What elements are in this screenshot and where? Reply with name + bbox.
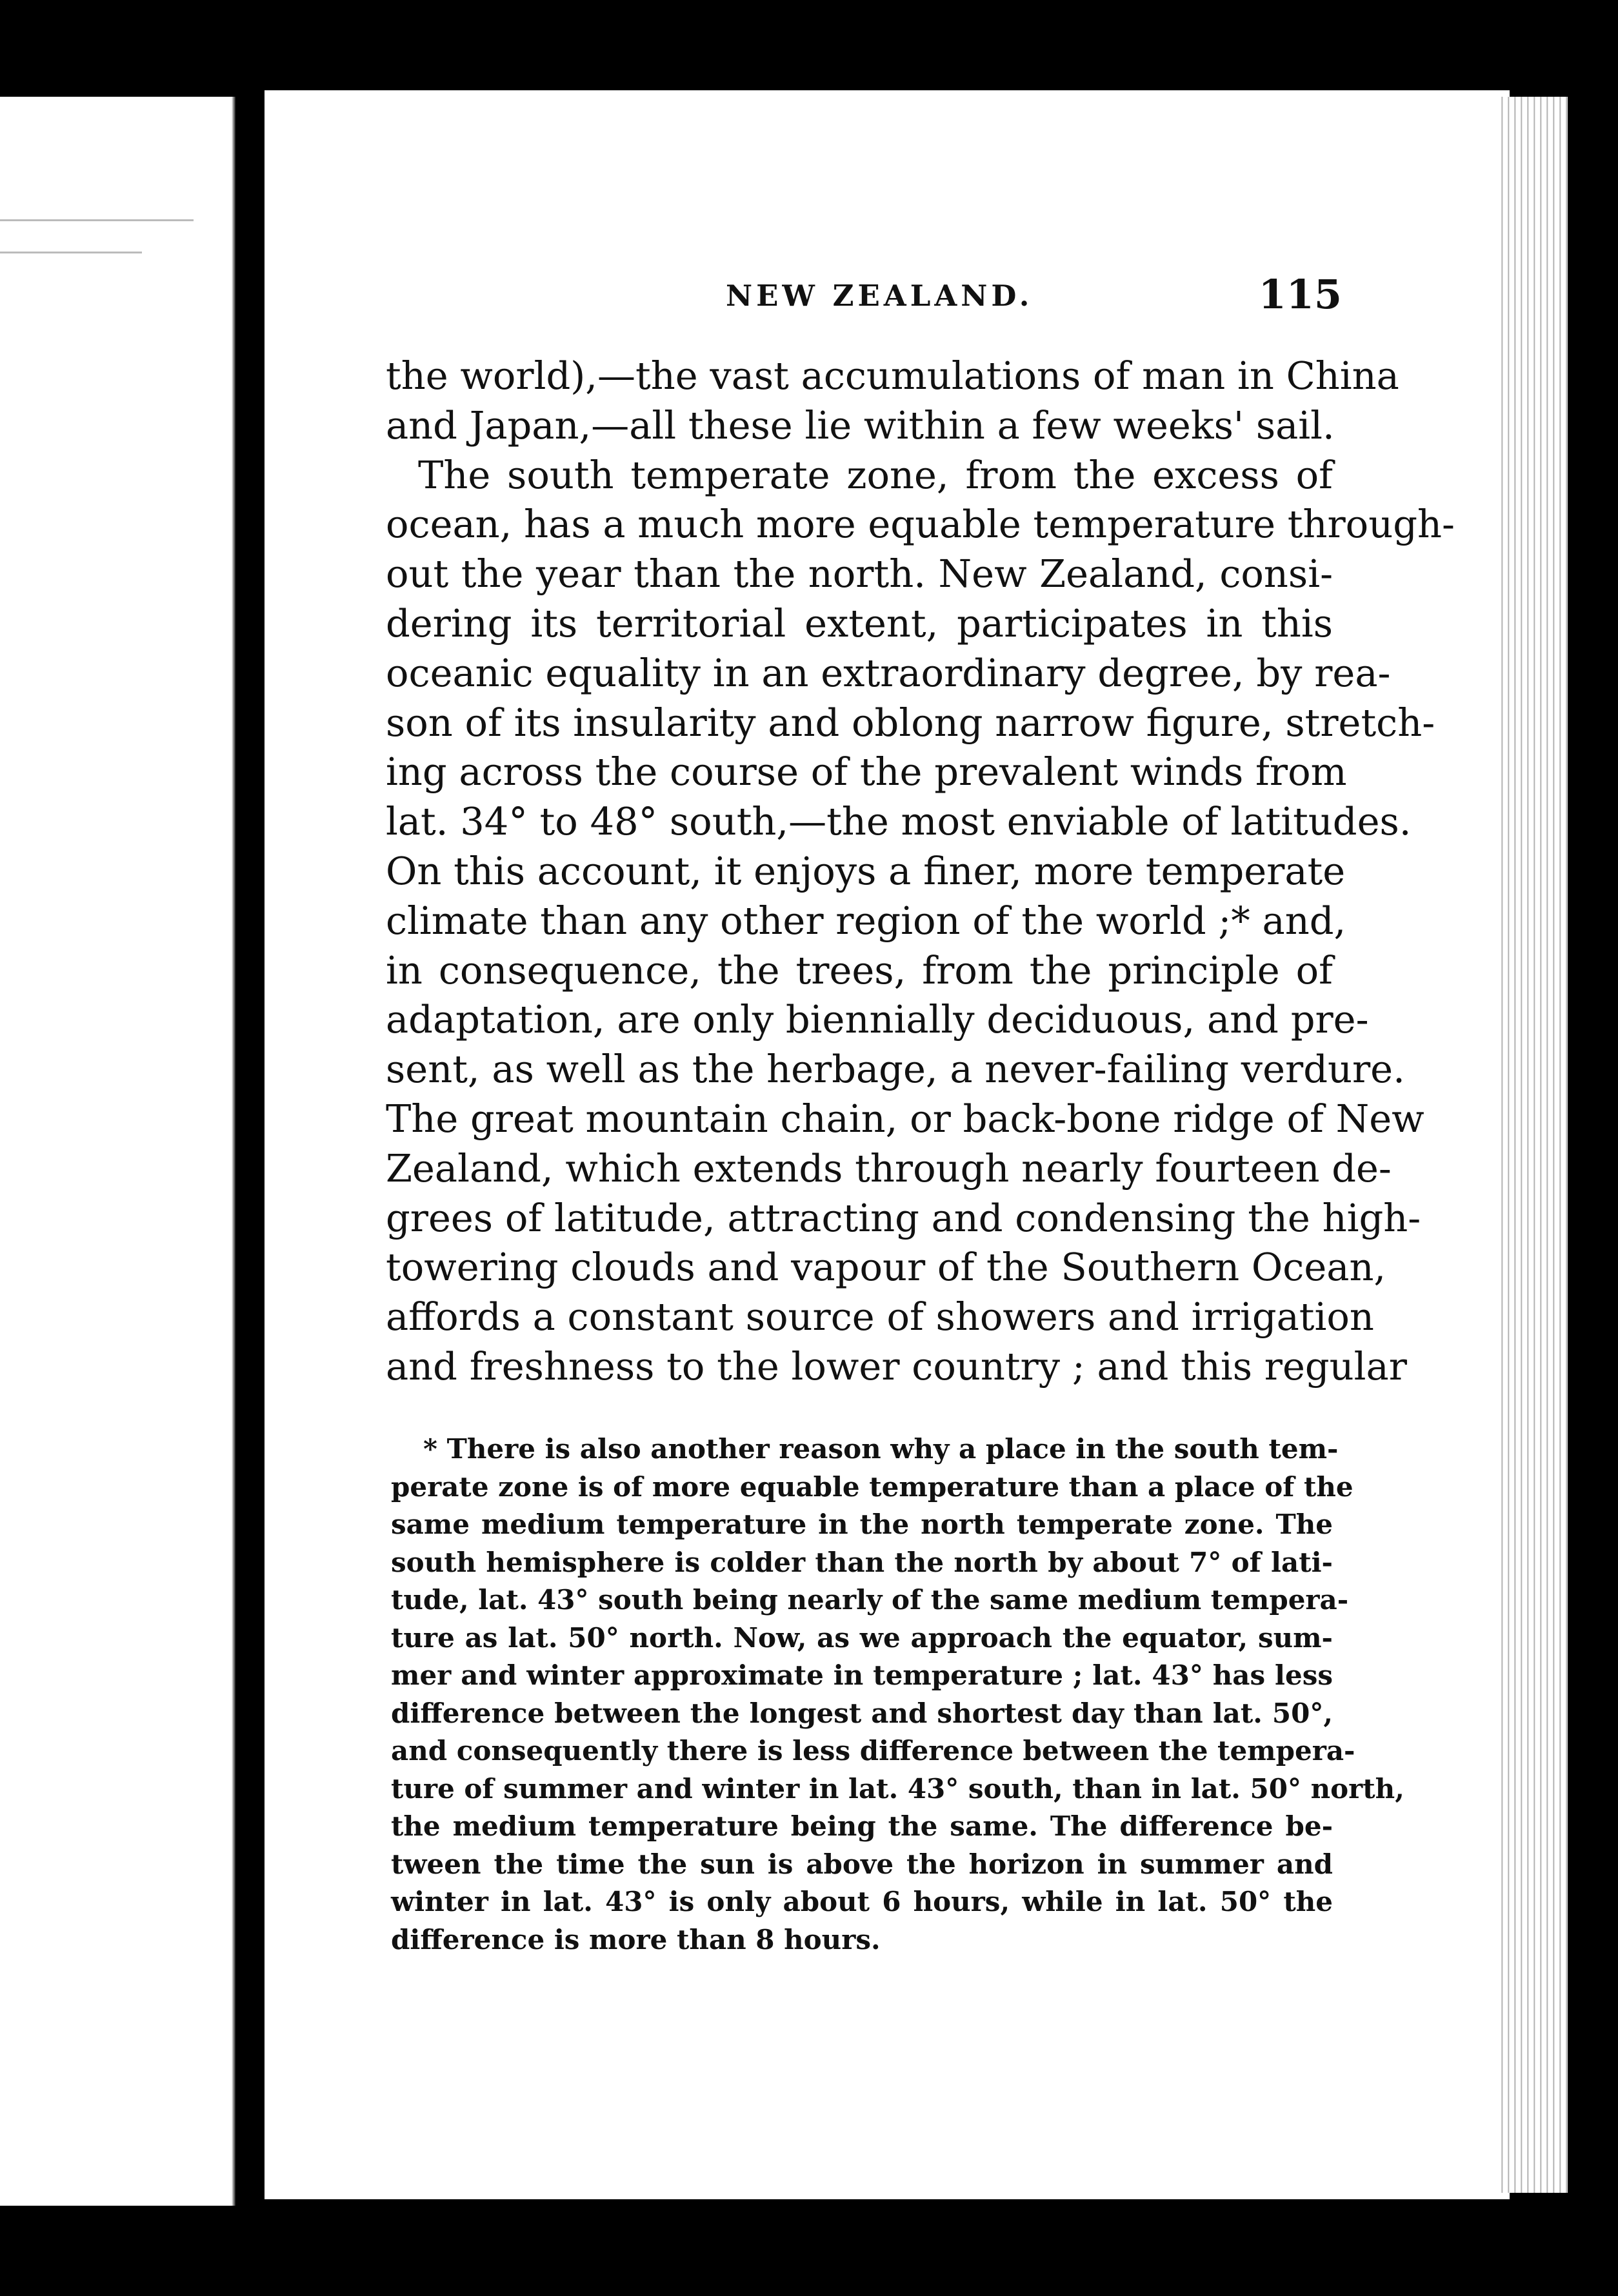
text-line: oceanic equality in an extraordinary degree, by rea-	[386, 650, 1391, 695]
text-line: affords a constant source of showers and irrigation	[386, 1294, 1374, 1340]
footnote-line: mer and winter approximate in temperature ; lat. 43° has less	[391, 1659, 1333, 1691]
text-line: On this account, it enjoys a finer, more temperate	[386, 848, 1346, 893]
text-line: adaptation, are only biennially deciduous, and pre-	[386, 997, 1369, 1042]
footnote	[391, 1430, 1404, 1959]
footnote-line: * There is also another reason why a place in the south tem-	[423, 1433, 1339, 1465]
footnote-line: south hemisphere is colder than the north by about 7° of lati-	[391, 1546, 1333, 1578]
footnote-line: and consequently there is less difference between the tempera-	[391, 1735, 1355, 1767]
page-gutter	[232, 97, 235, 2206]
text-line: son of its insularity and oblong narrow figure, stretch-	[386, 700, 1435, 745]
facing-page-edge	[0, 97, 235, 2206]
footnote-line: perate zone is of more equable temperature than a place of the	[391, 1470, 1353, 1503]
page-number: 115	[1258, 271, 1342, 318]
text-line: grees of latitude, attracting and condensing the high-	[386, 1195, 1421, 1240]
text-line: and Japan,—all these lie within a few weeks' sail.	[386, 402, 1335, 448]
footnote-line: difference between the longest and shortest day than lat. 50°,	[391, 1697, 1333, 1729]
text-line: lat. 34° to 48° south,—the most enviable of latitudes.	[386, 799, 1412, 844]
footnote-line: tween the time the sun is above the horizon in summer and	[391, 1848, 1333, 1880]
footnote-line: the medium temperature being the same. The difference be-	[391, 1810, 1333, 1842]
running-head: NEW ZEALAND.	[726, 279, 1034, 313]
text-line: climate than any other region of the world ;* and,	[386, 898, 1346, 943]
text-line: The great mountain chain, or back-bone ridge of New	[386, 1096, 1424, 1141]
show-through-mark	[0, 219, 194, 221]
footnote-line: winter in lat. 43° is only about 6 hours, while in lat. 50° the	[391, 1886, 1333, 1917]
footnote-line: ture as lat. 50° north. Now, as we approach the equator, sum-	[391, 1621, 1333, 1654]
text-line: out the year than the north. New Zealand, consi-	[386, 551, 1333, 597]
text-line: ing across the course of the prevalent winds from	[386, 749, 1347, 795]
body-text	[386, 351, 1455, 1392]
text-line: towering clouds and vapour of the Southern Ocean,	[386, 1245, 1386, 1290]
show-through-mark	[0, 252, 142, 253]
footnote-line: difference is more than 8 hours.	[391, 1923, 881, 1955]
page-header	[726, 271, 1342, 335]
page-stack-edge	[1497, 97, 1568, 2193]
text-line: the world),—the vast accumulations of man in China	[386, 353, 1399, 398]
text-line: and freshness to the lower country ; and this regular	[386, 1343, 1407, 1389]
text-line: in consequence, the trees, from the principle of	[386, 947, 1333, 993]
footnote-line: ture of summer and winter in lat. 43° south, than in lat. 50° north,	[391, 1772, 1404, 1805]
footnote-line: same medium temperature in the north temperate zone. The	[391, 1509, 1333, 1540]
text-line: dering its territorial extent, participates in this	[386, 600, 1333, 646]
text-line: ocean, has a much more equable temperature through-	[386, 502, 1455, 547]
text-line: Zealand, which extends through nearly fourteen de-	[386, 1145, 1392, 1191]
footnote-line: tude, lat. 43° south being nearly of the same medium tempera-	[391, 1584, 1349, 1616]
text-line: sent, as well as the herbage, a never-failing verdure.	[386, 1047, 1405, 1092]
text-line: The south temperate zone, from the excess of	[418, 452, 1333, 497]
